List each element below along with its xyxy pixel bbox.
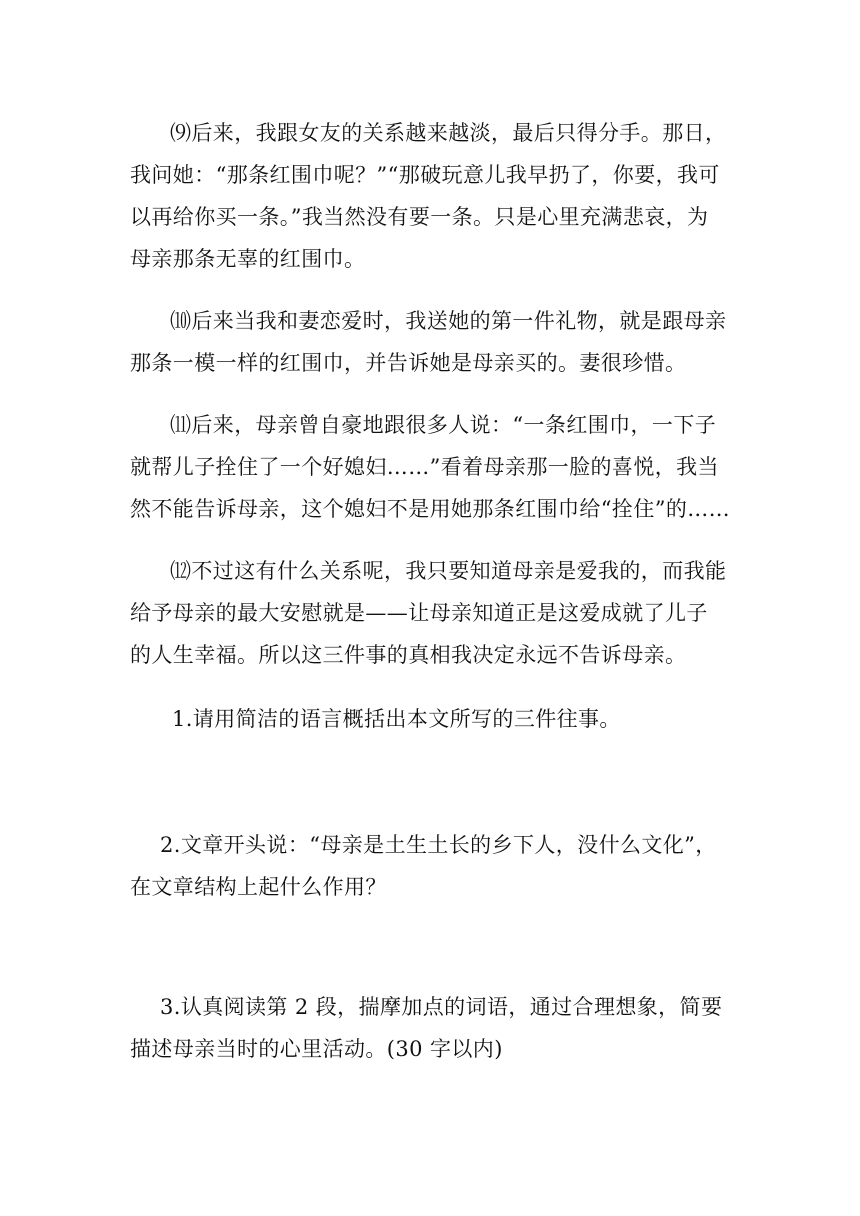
paragraph-line: ⑿不过这有什么关系呢，我只要知道母亲是爱我的，而我能 (170, 559, 727, 583)
question-line: 2.文章开头说：“母亲是土生土长的乡下人，没什么文化”， (160, 833, 717, 857)
paragraph-line: ⑽后来当我和妻恋爱时，我送她的第一件礼物，就是跟母亲 (170, 309, 727, 333)
paragraph-12 (130, 550, 730, 676)
paragraph-line: 给予母亲的最大安慰就是——让母亲知道正是这爱成就了儿子 (130, 601, 708, 625)
paragraph-11 (130, 404, 730, 530)
paragraph-line: 就帮儿子拴住了一个好媳妇……”看着母亲那一脸的喜悦，我当 (130, 455, 719, 479)
question-line: 3.认真阅读第 2 段，揣摩加点的词语，通过合理想象，简要 (160, 995, 723, 1019)
paragraph-9 (130, 112, 730, 280)
paragraph-line: 然不能告诉母亲，这个媳妇不是用她那条红围巾给“拴住”的…… (130, 497, 731, 521)
question-line: 描述母亲当时的心里活动。(30 字以内) (130, 1037, 503, 1061)
paragraph-line: 我问她：“那条红围巾呢？”“那破玩意儿我早扔了，你要，我可 (130, 163, 720, 187)
paragraph-line: 的人生幸福。所以这三件事的真相我决定永远不告诉母亲。 (130, 643, 687, 667)
paragraph-line: ⑼后来，我跟女友的关系越来越淡，最后只得分手。那日， (170, 121, 727, 145)
paragraph-line: 那条一模一样的红围巾，并告诉她是母亲买的。妻很珍惜。 (130, 351, 687, 375)
question-line: 在文章结构上起什么作用？ (130, 875, 387, 899)
paragraph-10 (130, 300, 730, 384)
question-1 (130, 698, 730, 740)
paragraph-line: 母亲那条无辜的红围巾。 (130, 247, 366, 271)
question-2 (130, 824, 730, 908)
question-line: 1.请用简洁的语言概括出本文所写的三件往事。 (172, 707, 621, 731)
paragraph-line: ⑾后来，母亲曾自豪地跟很多人说：“一条红围巾，一下子 (170, 413, 717, 437)
paragraph-line: 以再给你买一条。”我当然没有要一条。只是心里充满悲哀，为 (130, 205, 709, 229)
question-3 (130, 986, 730, 1070)
